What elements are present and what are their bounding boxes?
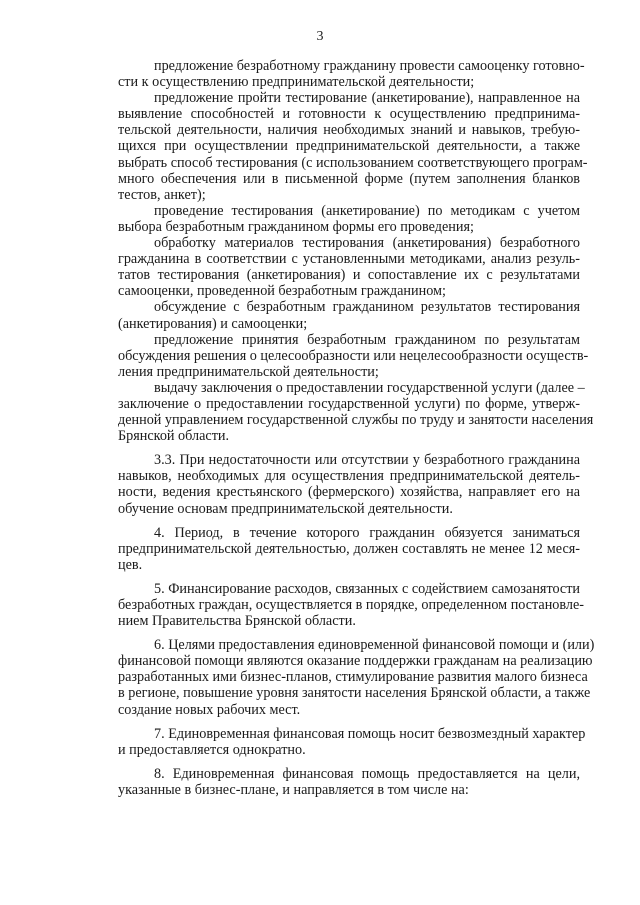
paragraph-line: ления предпринимательской деятельности; <box>118 363 379 380</box>
paragraph-line: выдачу заключения о предоставлении государственной услуги (далее – <box>154 379 585 396</box>
paragraph-line: финансовой помощи являются оказание поддержки гражданам на реализацию <box>118 653 593 670</box>
paragraph-line: 4. Период, в течение которого гражданин обязуется заниматься <box>154 524 580 541</box>
paragraph-line: самооценки, проведенной безработным гражданином; <box>118 283 446 300</box>
paragraph <box>82 58 585 91</box>
paragraph <box>82 299 580 331</box>
paragraph-line: много обеспечения или в письменной форме (путем заполнения бланков <box>118 170 580 187</box>
paragraph <box>82 331 589 380</box>
paragraph-line: тестов, анкет); <box>118 186 206 203</box>
paragraph <box>82 580 585 630</box>
paragraph-line: предпринимательской деятельностью, должен составлять не менее 12 меся- <box>118 540 580 557</box>
paragraph-line: обработку материалов тестирования (анкетирования) безработного <box>154 235 580 252</box>
paragraph-line: 8. Единовременная финансовая помощь предоставляется на цели, <box>154 765 580 782</box>
paragraph-line: денной управлением государственной службы по труду и занятости населения <box>118 412 594 429</box>
paragraph <box>82 379 594 445</box>
paragraph <box>82 766 580 798</box>
paragraph-line: обучение основам предпринимательской деятельности. <box>118 500 453 517</box>
paragraph-line: обсуждение с безработным гражданином результатов тестирования <box>154 299 580 316</box>
paragraph-line: разработанных ими бизнес-планов, стимулирование развития малого бизнеса <box>118 669 588 686</box>
paragraph <box>82 725 586 758</box>
paragraph-line: проведение тестирования (анкетирование) по методикам с учетом <box>154 202 580 219</box>
paragraph-line: предложение безработному гражданину провести самооценку готовно- <box>154 58 585 74</box>
paragraph-line: татов тестирования (анкетирования) и сопоставление их с результатами <box>118 267 580 284</box>
paragraph-line: ности, ведения крестьянского (фермерского) хозяйства, направляет его на <box>118 484 580 501</box>
paragraph-line: создание новых рабочих мест. <box>118 701 301 718</box>
paragraph-line: Брянской области. <box>118 428 230 445</box>
paragraph-line: указанные в бизнес-плане, и направляется в том числе на: <box>118 781 469 798</box>
page-number: 3 <box>316 29 324 44</box>
paragraph-line: 7. Единовременная финансовая помощь носит безвозмездный характер <box>154 725 586 742</box>
paragraph-line: и предоставляется однократно. <box>118 741 306 758</box>
paragraph <box>82 637 595 718</box>
paragraph-line: безработных граждан, осуществляется в порядке, определенном постановле- <box>118 597 585 613</box>
paragraph-line: 3.3. При недостаточности или отсутствии у безработного гражданина <box>154 452 580 469</box>
document-body <box>82 58 595 798</box>
paragraph-line: тельской деятельности, наличия необходимых знаний и навыков, требую- <box>118 122 580 139</box>
paragraph-line: выбрать способ тестирования (с использованием соответствующего програм- <box>118 154 588 171</box>
paragraph-line: навыков, необходимых для осуществления предпринимательской деятель- <box>118 468 580 485</box>
paragraph <box>82 525 580 573</box>
paragraph-line: 5. Финансирование расходов, связанных с содействием самозанятости <box>154 580 580 597</box>
paragraph-line: выбора безработным гражданином формы его проведения; <box>118 218 474 235</box>
paragraph <box>82 90 588 203</box>
paragraph <box>82 452 580 516</box>
paragraph-line: нием Правительства Брянской области. <box>118 613 356 630</box>
paragraph-line: гражданина в соответствии с установленными методиками, анализ резуль- <box>118 251 580 268</box>
paragraph-line: цев. <box>118 556 143 573</box>
paragraph <box>82 203 580 235</box>
paragraph-line: 6. Целями предоставления единовременной финансовой помощи и (или) <box>154 637 595 654</box>
paragraph-line: предложение пройти тестирование (анкетирование), направленное на <box>154 90 580 107</box>
paragraph-line: обсуждения решения о целесообразности или нецелесообразности осуществ- <box>118 347 589 364</box>
paragraph-line: заключение о предоставлении государственной услуги) по форме, утверж- <box>118 395 580 412</box>
paragraph-line: сти к осуществлению предпринимательской деятельности; <box>118 74 475 91</box>
paragraph-line: выявление способностей и готовности к осуществлению предпринима- <box>118 106 580 123</box>
paragraph-line: предложение принятия безработным гражданином по результатам <box>154 331 580 348</box>
paragraph-line: в регионе, повышение уровня занятости населения Брянской области, а также <box>118 685 591 702</box>
paragraph <box>82 235 580 299</box>
paragraph-line: (анкетирования) и самооценки; <box>118 315 308 332</box>
paragraph-line: щихся при осуществлении предпринимательской деятельности, а также <box>118 138 580 155</box>
